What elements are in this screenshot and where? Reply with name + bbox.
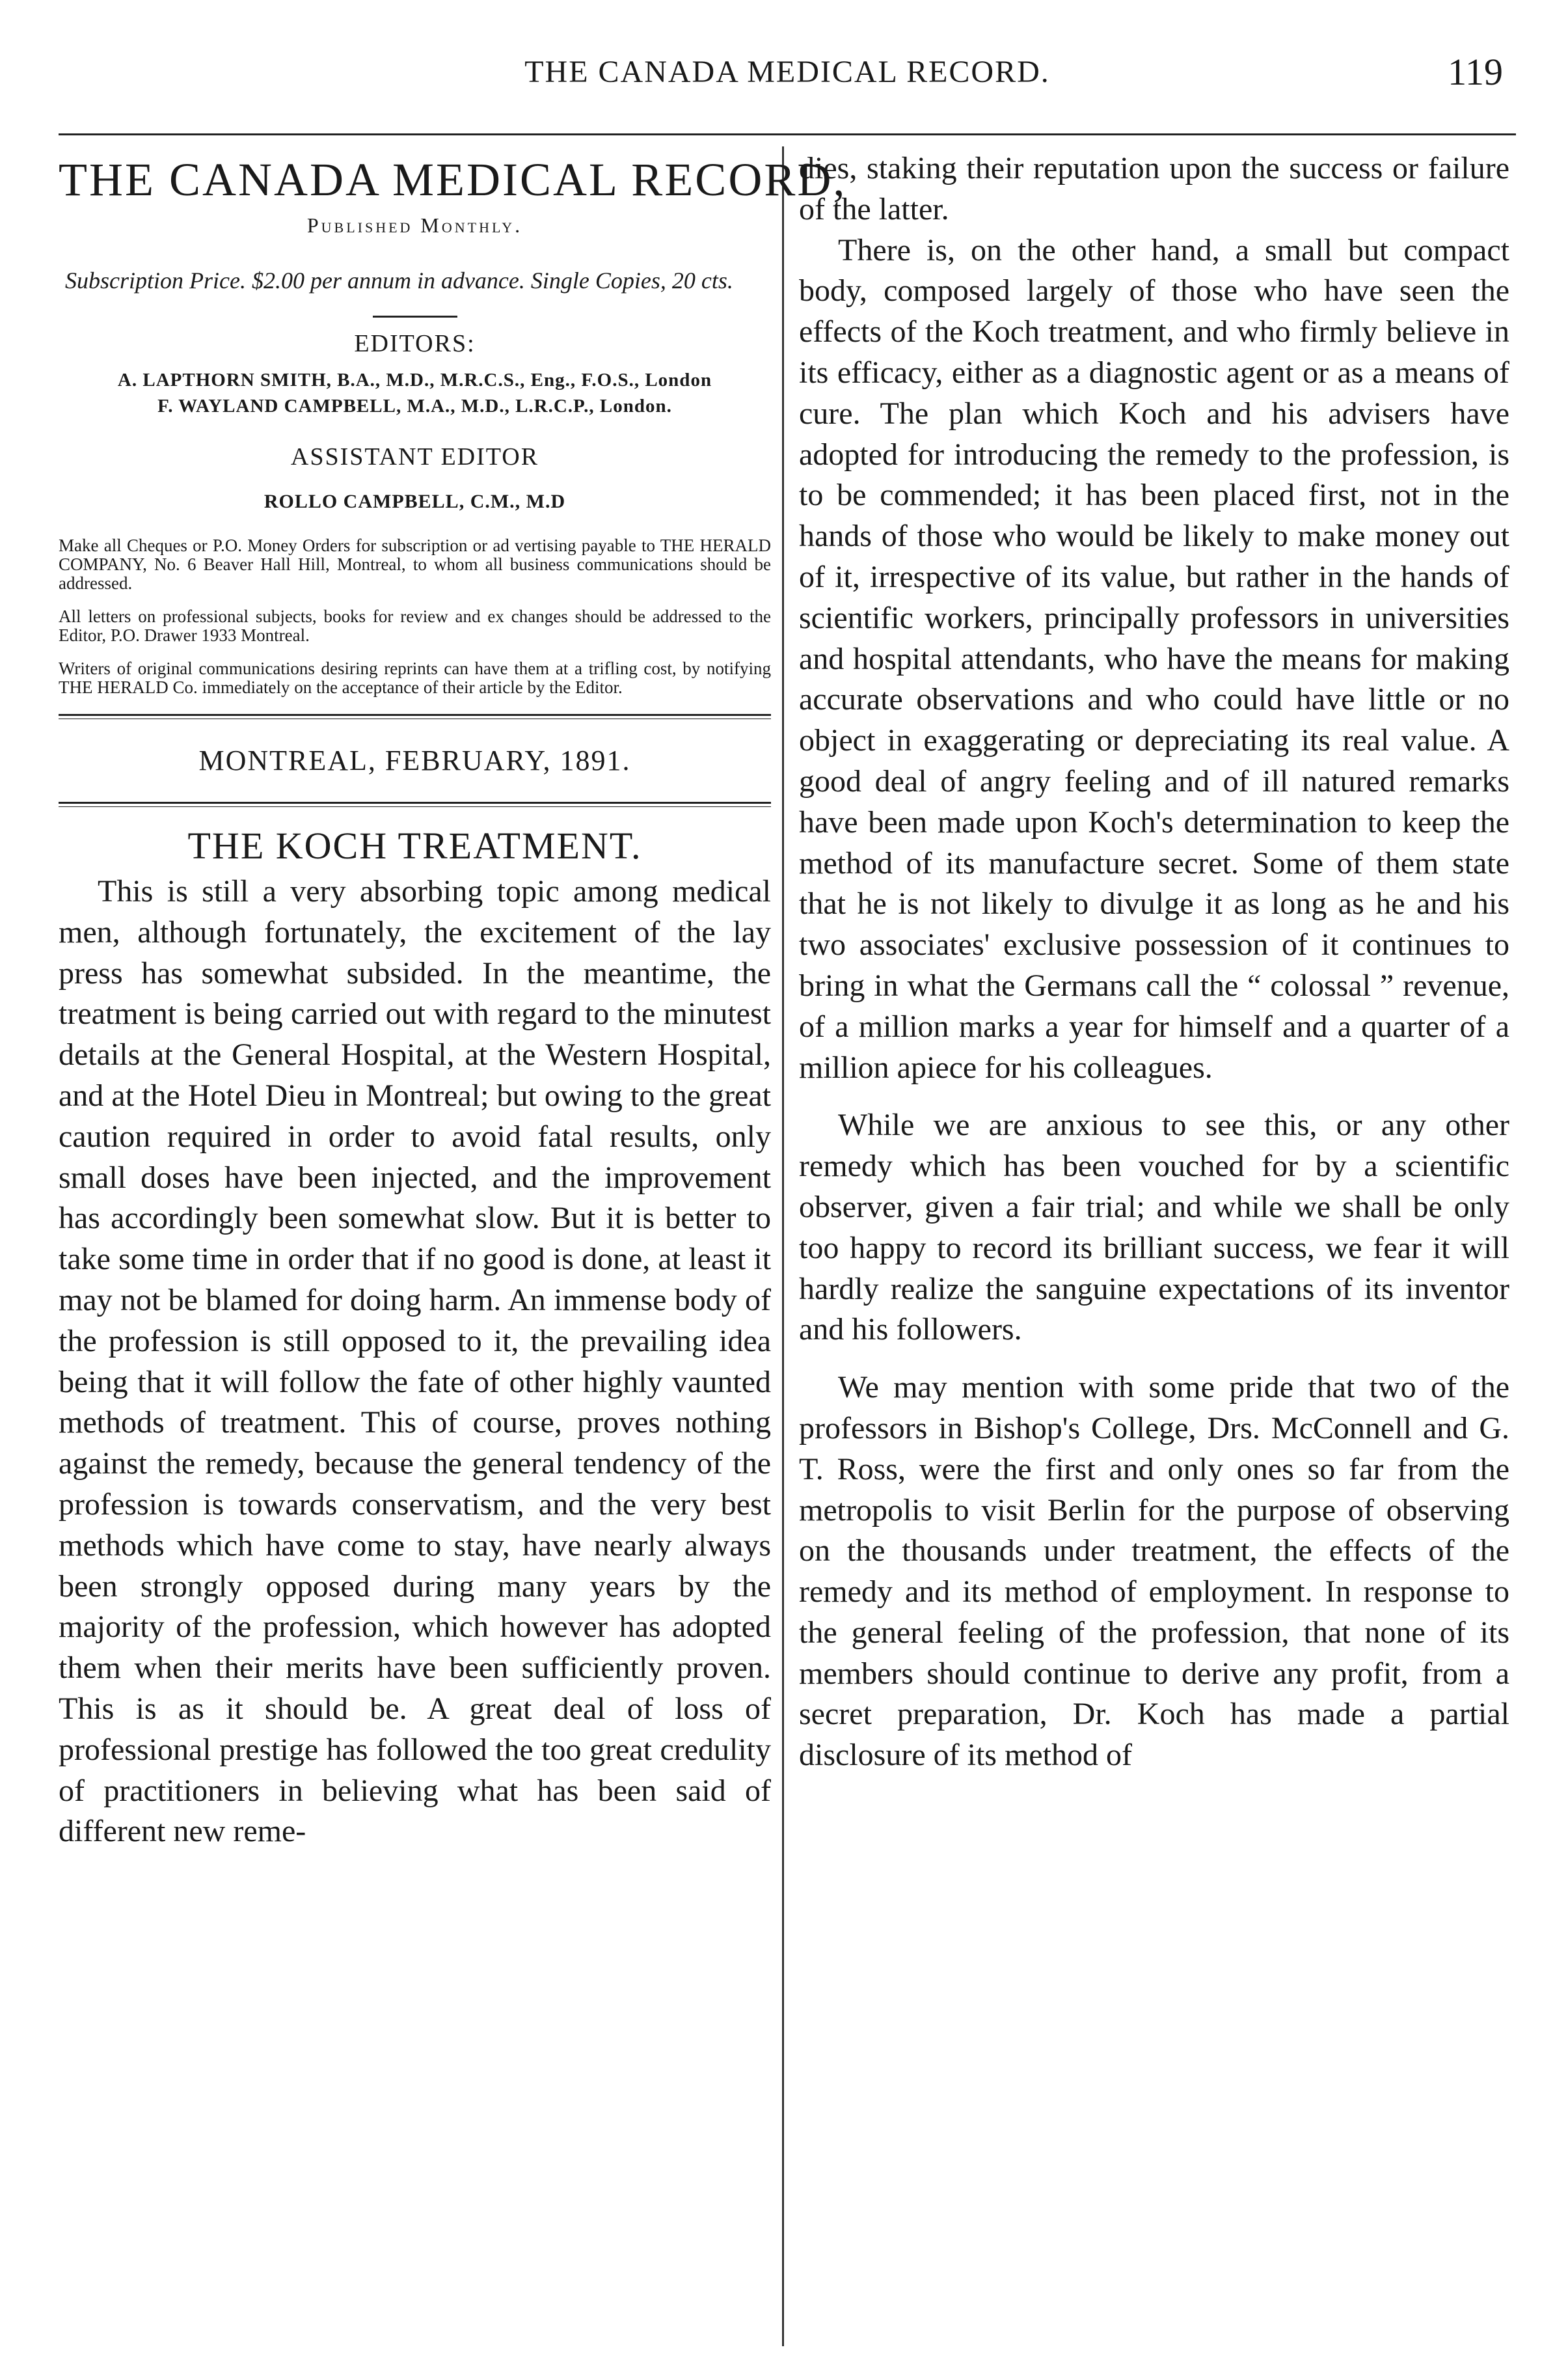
short-rule: [373, 316, 457, 318]
page-number: 119: [1448, 51, 1503, 93]
article-body-left: [59, 871, 771, 1852]
right-column: [799, 148, 1509, 1776]
notice-paragraph: All letters on professional subjects, books for review and ex changes should be addressed to the Editor, P.O. Drawer 1933 Montreal.: [59, 607, 771, 645]
article-paragraph: We may mention with some pride that two of the professors in Bishop's College, Drs. McConnell and G. T. Ross, were the first and only ones so far from the metropolis to visit Berlin for the purpose of observing on the thousands under treatment, the effects of the remedy and its method of employment. In response to the general feeling of the profession, that none of its members should continue to derive any profit, from a secret preparation, Dr. Koch has made a partial disclosure of its method of: [799, 1370, 1509, 1773]
article-paragraph: This is still a very absorbing topic among medical men, although fortunately, the excitement of the lay press has somewhat subsided. In the meantime, the treatment is being carried out with regard to the minutest details at the General Hospital, at the Western Hospital, and at the Hotel Dieu in Montreal; but owing to the great caution required in order to avoid fatal results, only small doses have been injected, and the improvement has accordingly been somewhat slow. But it is better to take some time in order that if no good is done, at least it may not be blamed for doing harm. An immense body of the profession is still opposed to it, the prevailing idea being that it will follow the fate of other highly vaunted methods of treatment. This of course, proves nothing against the remedy, because the general tendency of the profession is towards conservatism, and the very best methods which have come to stay, have nearly always been strongly opposed during many years by the majority of the profession, which however has adopted them when their merits have been sufficiently proven. This is as it should be. A great deal of loss of professional prestige has followed the too great credulity of practitioners in believing what has been said of different new reme-: [59, 874, 771, 1849]
running-header: [59, 36, 1516, 114]
editor-line: A. LAPTHORN SMITH, B.A., M.D., M.R.C.S., Eng., F.O.S., London: [117, 370, 712, 390]
editor-line: F. WAYLAND CAMPBELL, M.A., M.D., L.R.C.P., London.: [157, 396, 672, 417]
section-rule: [59, 802, 771, 807]
editors-heading: EDITORS:: [354, 330, 476, 357]
section-rule: [59, 714, 771, 719]
assistant-editor-name: ROLLO CAMPBELL, C.M., M.D: [264, 491, 566, 512]
subscription-price: Subscription Price. $2.00 per annum in advance. Single Copies, 20 cts.: [65, 267, 733, 294]
assistant-editor-heading: ASSISTANT EDITOR: [290, 443, 539, 471]
masthead-title: THE CANADA MEDICAL RECORD,: [59, 154, 847, 206]
notice-paragraph: Make all Cheques or P.O. Money Orders for subscription or ad vertising payable to THE HERALD COMPANY, No. 6 Beaver Hall Hill, Montreal, to whom all business communications should be addressed.: [59, 536, 771, 593]
article-paragraph: dies, staking their reputation upon the success or failure of the latter.: [799, 151, 1509, 226]
article-title: THE KOCH TREATMENT.: [187, 825, 642, 867]
masthead-subtitle: Published Monthly.: [306, 213, 523, 237]
column-divider: [782, 146, 784, 2346]
dateline: MONTREAL, FEBRUARY, 1891.: [198, 745, 631, 776]
left-column: [59, 140, 847, 1852]
article-paragraph: While we are anxious to see this, or any other remedy which has been vouched for by a scientific observer, given a fair trial; and while we shall be only too happy to record its brilliant success, we fear it will hardly realize the sanguine expectations of its inventor and his followers.: [799, 1108, 1509, 1347]
notice-paragraph: Writers of original communications desiring reprints can have them at a trifling cost, by notifying THE HERALD Co. immediately on the acceptance of their article by the Editor.: [59, 659, 771, 697]
article-paragraph: There is, on the other hand, a small but compact body, composed largely of those who have seen the effects of the Koch treatment, and who firmly believe in its efficacy, either as a diagnostic agent or as a means of cure. The plan which Koch and his advisers have adopted for introducing the remedy to the profession, is to be commended; it has been placed first, not in the hands of those who would be likely to make money out of it, irrespective of its value, but rather in the hands of scientific workers, principally professors in universities and hospital attendants, who have the means for making accurate observations and who could have little or no object in exaggerating or depreciating its real value. A good deal of angry feeling and of ill natured remarks have been made upon Koch's determination to keep the method of its manufacture secret. Some of them state that he is not likely to divulge it as long as he and his two associates' exclusive possession of it continues to bring in what the Germans call the “ colossal ” revenue, of a million marks a year for himself and a quarter of a million apiece for his colleagues.: [799, 232, 1509, 1085]
header-rule: [59, 133, 1516, 135]
running-header-title: THE CANADA MEDICAL RECORD.: [524, 55, 1050, 89]
